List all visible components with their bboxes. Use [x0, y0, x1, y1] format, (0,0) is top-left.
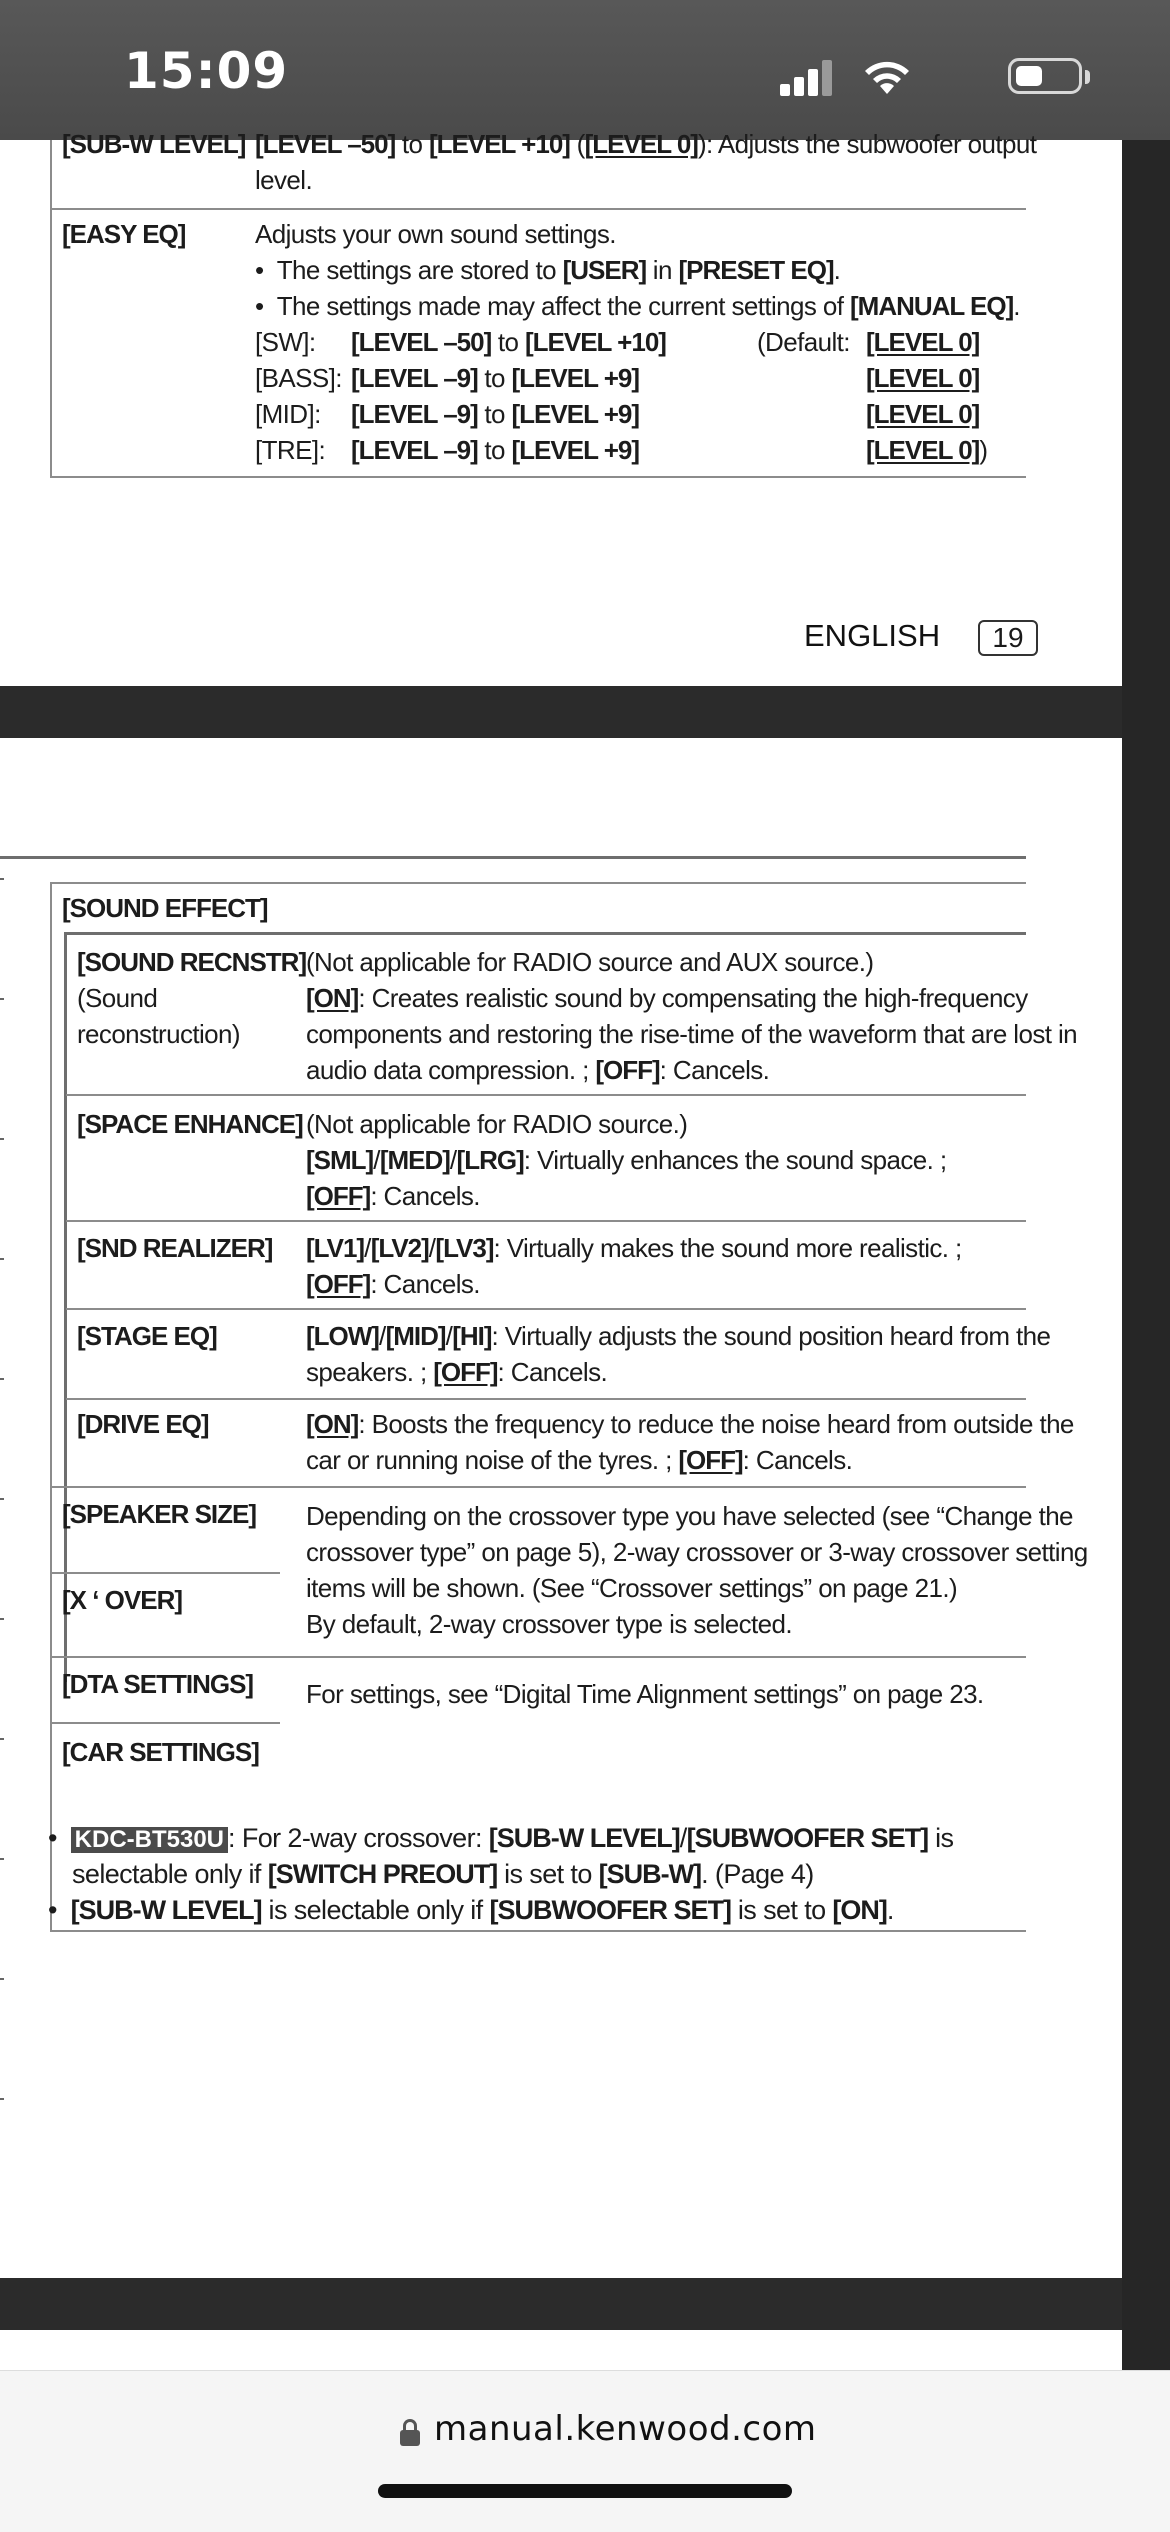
table-bottom-border: [50, 476, 1026, 478]
setting-desc-line: Adjusts your own sound settings.: [255, 219, 616, 249]
note-1: • KDC-BT530U : For 2-way crossover: [SUB-W LEVEL]/[SUBWOOFER SET] is: [48, 1823, 954, 1853]
status-bar: [0, 0, 1170, 140]
status-time: 15:09: [124, 42, 289, 100]
row-divider: [66, 1308, 1026, 1310]
nested-table-top: [64, 932, 1026, 935]
manual-page-20: [SOUND EFFECT] [SOUND RECNSTR] (Sound reconstruction) (Not applicable for RADIO source and AUX source.) [ON]: Creates realistic sound by compensating the high-frequency components and restoring the rise-time of the waveform that are lost in audio data compression. ; [OFF]: Cancels. [SPACE ENHANCE] (Not applicable for RADIO source.) [SML]/[MED]/[LRG]: Virtually enhances the sound space. ; [OFF]: Cancels. [SND REALIZER] [LV1]/[LV2]/[LV3]: Virtually makes the sound more realistic. ; [OFF]: Cancels. [STAGE EQ] [LOW]/[MID]/[HI]: Virtually adjusts the sound position heard from the speakers. ; [OFF]: Cancels. [DRIVE EQ] [ON]: Boosts the frequency to reduce the noise heard from outside the car or running noise of the tyres. ; [OFF]: Cancels. [SPEAKER SIZE] [X ‘ OVER] Depending on the crossover type you have selected (see “Change the crossover type” on page 5), 2-way crossover or 3-way crossover setting items will be shown. (See “Crossover settings” on page 21.) By default, 2-way crossover type is selected. [DTA SETTINGS] For settings, see “Digital Time Alignment settings” on page 23. [CAR SETTINGS] • KDC-BT530U : For 2-way crossover: [SUB-W LEVEL]/[SUBWOOFER SET] is selectable only if [SWITCH PREOUT] is set to [SUB-W]. (Page 4) • [SUB-W LEVEL] is selectable only if [SUBWOOFER SET] is set to [ON].: [0, 738, 1122, 2278]
note-2: • [SUB-W LEVEL] is selectable only if [SUBWOOFER SET] is set to [ON].: [48, 1895, 894, 1925]
manual-page-19: [SUB-W LEVEL] [LEVEL –50] to [LEVEL +10] ([LEVEL 0]): Adjusts the subwoofer output level. [EASY EQ] Adjusts your own sound settings. • The settings are stored to [USER] in [PRESET EQ]. • The settings made may affect the current settings of [MANUAL EQ]. [SW]: [LEVEL –50] to [LEVEL +10] (Default: [LEVEL 0] [BASS]: [LEVEL –9] to [LEVEL +9] [LEVEL 0] [MID]: [LEVEL –9] to [LEVEL +9] [LEVEL 0] [TRE]: [LEVEL –9] to [LEVEL +9] [LEVEL 0]) ENGLISH 19: [0, 140, 1122, 686]
viewer-gutter: [1122, 140, 1170, 2370]
row-divider: [50, 1486, 1026, 1488]
table-top-border: [50, 882, 1026, 884]
table-divider: [50, 208, 1026, 210]
setting-desc-line: level.: [255, 165, 313, 195]
home-indicator[interactable]: [378, 2484, 792, 2498]
table-bottom-border: [50, 1930, 1026, 1932]
section-rule: [0, 856, 1026, 859]
browser-address-bar[interactable]: [0, 2370, 1170, 2532]
signal-icon: [780, 60, 832, 96]
note-1-continued: selectable only if [SWITCH PREOUT] is set to [SUB-W]. (Page 4): [72, 1859, 814, 1889]
table-left-border: [50, 882, 52, 1932]
row-divider: [66, 1220, 1026, 1222]
url-text[interactable]: manual.kenwood.com: [434, 2409, 817, 2449]
wifi-icon: [862, 56, 912, 96]
row-divider: [66, 1094, 1026, 1096]
page-language-label: ENGLISH: [804, 618, 941, 653]
status-icons: [770, 56, 1090, 96]
setting-key: [EASY EQ]: [62, 219, 186, 249]
lock-icon: [400, 2419, 420, 2447]
bullet-line: • The settings made may affect the current settings of [MANUAL EQ].: [255, 291, 1020, 321]
page-number: 19: [978, 620, 1038, 656]
bullet-line: • The settings are stored to [USER] in [PRESET EQ].: [255, 255, 841, 285]
table-left-border: [50, 140, 52, 478]
sound-effect-header: [SOUND EFFECT]: [62, 893, 268, 923]
manual-page-21: [0, 2330, 1122, 2370]
row-divider: [66, 1398, 1026, 1400]
battery-icon: [1008, 58, 1082, 94]
row-divider: [50, 1656, 1026, 1658]
nested-table-left: [64, 932, 67, 1682]
battery-tip: [1085, 70, 1090, 84]
setting-key: [SUB-W LEVEL]: [62, 129, 246, 159]
setting-desc-line: [LEVEL –50] to [LEVEL +10] ([LEVEL 0]): Adjusts the subwoofer output: [255, 129, 1037, 159]
